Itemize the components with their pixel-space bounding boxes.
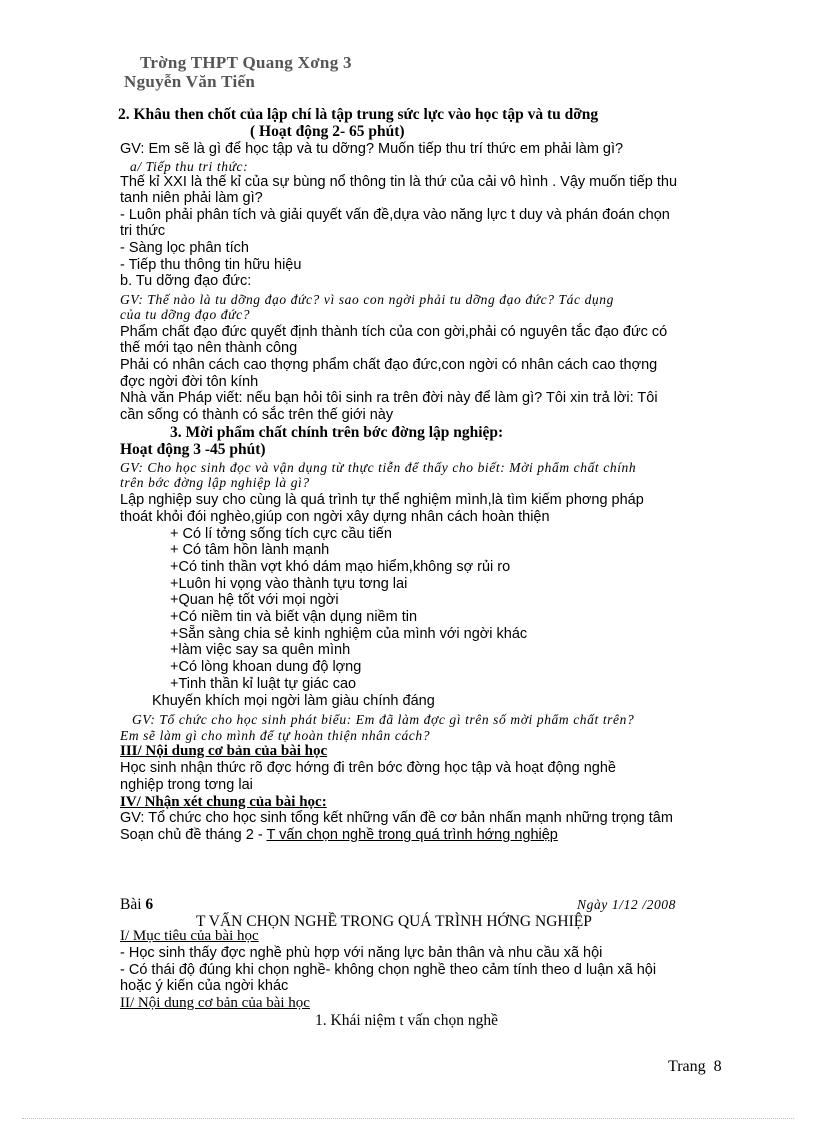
page-number: 8: [713, 1058, 722, 1075]
quality-item: + Có lí tởng sống tích cực cầu tiến: [170, 526, 392, 542]
quality-item: +làm việc say sa quên mình: [170, 642, 351, 658]
section2-line: a/ Tiếp thu tri thức:: [130, 159, 249, 174]
section2-line: - Sàng lọc phân tích: [120, 240, 249, 256]
footer-divider: [22, 1118, 794, 1119]
objective-line: hoặc ý kiến của ngời khác: [120, 978, 289, 994]
school-name: Trờng THPT Quang Xơng 3: [140, 53, 352, 72]
quality-item: +Quan hệ tốt với mọi ngời: [170, 592, 339, 608]
section2-line: đợc ngời đời tôn kính: [120, 374, 259, 390]
section3-intro: thoát khỏi đói nghèo,giúp con ngời xây dựng nhân cách hoàn thiện: [120, 509, 550, 525]
section3-activity: Hoạt động 3 -45 phút): [120, 441, 266, 458]
section3-gv-question: GV: Cho học sinh đọc và vận dụng từ thực tiễn để thấy cho biết: Mời phẩm chất chính: [120, 460, 637, 475]
section2-line: của tu dỡng đạo đức?: [120, 307, 251, 322]
section3-gv-question: trên bớc đờng lập nghiệp là gì?: [120, 475, 310, 490]
section-iv-heading: IV/ Nhận xét chung của bài học:: [120, 794, 327, 810]
section2-activity: ( Hoạt động 2- 65 phút): [250, 123, 405, 140]
objectives-heading: I/ Mục tiêu của bài học: [120, 928, 259, 944]
section2-line: GV: Em sẽ là gì để học tập và tu dỡng? Muốn tiếp thu trí thức em phải làm gì?: [120, 141, 624, 157]
section2-line: Nhà văn Pháp viết: nếu bạn hỏi tôi sinh ra trên đời này để làm gì? Tôi xin trả lời: Tôi: [120, 390, 658, 406]
section2-line: b. Tu dỡng đạo đức:: [120, 273, 252, 289]
section2-line: Phải có nhân cách cao thợng phẩm chất đạo đức,con ngời có nhân cách cao thợng: [120, 357, 658, 373]
section2-line: Thế kỉ XXI là thế kỉ của sự bùng nổ thông tin là thứ của cải vô hình . Vậy muốn tiếp thu: [120, 174, 678, 190]
quality-item: +Có niềm tin và biết vận dụng niềm tin: [170, 609, 418, 625]
section2-line: - Tiếp thu thông tin hữu hiệu: [120, 257, 302, 273]
lesson-title: T VẤN CHỌN NGHỀ TRONG QUÁ TRÌNH HỚNG NGHIỆP: [196, 913, 592, 930]
section-iv-line: GV: Tổ chức cho học sinh tổng kết những vấn đề cơ bản nhấn mạnh những trọng tâm: [120, 810, 673, 826]
section3-gv-organize: Em sẽ làm gì cho mình để tự hoàn thiện nhân cách?: [120, 728, 431, 743]
section2-line: cần sống có thành có sắc trên thế giới này: [120, 407, 394, 423]
section2-line: - Luôn phải phân tích và giải quyết vấn đề,dựa vào năng lực t duy và phán đoán chọn: [120, 207, 670, 223]
section-iv-prefix: Soạn chủ đề tháng 2 -: [120, 827, 267, 843]
content-heading: II/ Nội dung cơ bản của bài học: [120, 995, 310, 1011]
section2-line: Phẩm chất đạo đức quyết định thành tích của con gời,phải có nguyên tắc đạo đức có: [120, 324, 668, 340]
section2-title: 2. Khâu then chốt của lập chí là tập trung sức lực vào học tập và tu dỡng: [118, 106, 599, 123]
subsection-title: 1. Khái niệm t vấn chọn nghề: [315, 1012, 498, 1029]
section3-intro: Lập nghiệp suy cho cùng là quá trình tự thể nghiệm mình,là tìm kiếm phơng pháp: [120, 492, 644, 508]
section-iii-line: nghiệp trong tơng lai: [120, 777, 253, 793]
section-iv-line: [120, 827, 558, 844]
quality-item: +Sẵn sàng chia sẻ kinh nghiệm của mình với ngời khác: [170, 626, 528, 642]
quality-item: + Có tâm hồn lành mạnh: [170, 542, 330, 558]
lesson-number: 6: [145, 896, 154, 913]
objective-line: - Học sinh thấy đợc nghề phù hợp với năng lực bản thân và nhu cầu xã hội: [120, 945, 603, 961]
author-name: Nguyễn Văn Tiến: [124, 72, 256, 91]
section2-line: thế mới tạo nên thành công: [120, 340, 298, 356]
lesson-date: Ngày 1/12 /2008: [577, 897, 676, 912]
page-label: Trang: [668, 1058, 706, 1075]
encourage-line: Khuyến khích mọi ngời làm giàu chính đáng: [152, 693, 435, 709]
objective-line: - Có thái độ đúng khi chọn nghề- không chọn nghề theo cảm tính theo d luận xã hội: [120, 962, 657, 978]
section2-line: tanh niên phải làm gì?: [120, 190, 263, 206]
page-footer: [668, 1058, 722, 1075]
section-iii-line: Học sinh nhận thức rõ đợc hớng đi trên bớc đờng học tập và hoạt động nghề: [120, 760, 616, 776]
next-topic: T vấn chọn nghề trong quá trình hớng nghiệp: [266, 827, 558, 843]
section-iii-heading: III/ Nội dung cơ bản của bài học: [120, 743, 328, 759]
lesson-label: [120, 896, 153, 913]
section3-title: 3. Mời phẩm chất chính trên bớc đờng lập nghiệp:: [170, 424, 504, 441]
section2-line: tri thức: [120, 223, 166, 239]
section2-line: GV: Thế nào là tu dỡng đạo đức? vì sao con ngời phải tu dỡng đạo đức? Tác dụng: [120, 292, 614, 307]
section3-gv-organize: GV: Tổ chức cho học sinh phát biểu: Em đã làm đợc gì trên số mời phẩm chất trên?: [132, 712, 635, 727]
quality-item: +Tinh thần kỉ luật tự giác cao: [170, 676, 357, 692]
quality-item: +Có tinh thần vợt khó dám mạo hiểm,không sợ rủi ro: [170, 559, 511, 575]
quality-item: +Có lòng khoan dung độ lợng: [170, 659, 362, 675]
lesson-word: Bài: [120, 896, 146, 913]
quality-item: +Luôn hi vọng vào thành tựu tơng lai: [170, 576, 408, 592]
